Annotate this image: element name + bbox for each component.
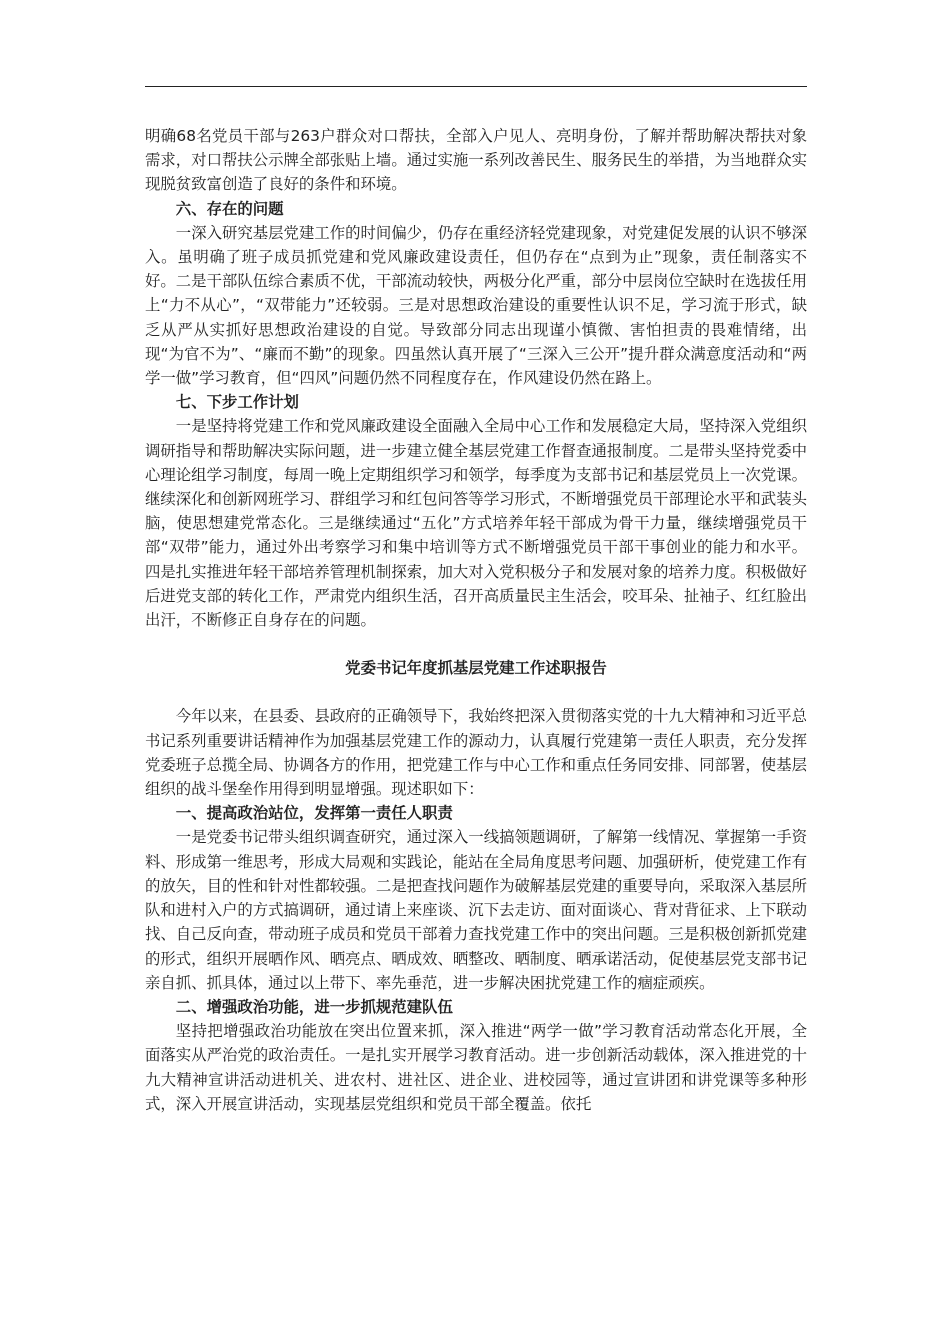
paragraph: 一是党委书记带头组织调查研究，通过深入一线搞领题调研，了解第一线情况、掌握第一手资料、形成第一维思考，形成大局观和实践论，能站在全局角度思考问题、加强研析，使党建工作有的放矢，目的性和针对性都较强。二是把查找问题作为破解基层党建的重要导向，采取深入基层所队和进村入户的方式搞调研，通过请上来座谈、沉下去走访、面对面谈心、背对背征求、上下联动找、自己反向查，带动班子成员和党员干部着力查找党建工作中的突出问题。三是积极创新抓党建的形式，组织开展晒作风、晒亮点、晒成效、晒整改、晒制度、晒承诺活动，促使基层党支部书记亲自抓、抓具体，通过以上带下、率先垂范，进一步解决困扰党建工作的痼症顽疾。 — [145, 828, 807, 992]
paragraph: 明确68名党员干部与263户群众对口帮扶，全部入户见人、亮明身份，了解并帮助解决帮扶对象需求，对口帮扶公示牌全部张贴上墙。通过实施一系列改善民生、服务民生的举措，为当地群众实现脱贫致富创造了良好的条件和环境。 — [145, 127, 807, 194]
paragraph: 今年以来，在县委、县政府的正确领导下，我始终把深入贯彻落实党的十九大精神和习近平总书记系列重要讲话精神作为加强基层党建工作的源动力，认真履行党建第一责任人职责，充分发挥党委班子总揽全局、协调各方的作用，把党建工作与中心工作和重点任务同安排、同部署，使基层组织的战斗堡垒作用得到明显增强。现述职如下： — [145, 707, 807, 799]
paragraph: 坚持把增强政治功能放在突出位置来抓，深入推进“两学一做”学习教育活动常态化开展，全面落实从严治党的政治责任。一是扎实开展学习教育活动。进一步创新活动载体，深入推进党的十九大精神宣讲活动进机关、进农村、进社区、进企业、进校园等，通过宣讲团和讲党课等多种形式，深入开展宣讲活动，实现基层党组织和党员干部全覆盖。依托 — [145, 1022, 807, 1113]
header-rule — [145, 86, 807, 87]
section-heading: 六、存在的问题 — [175, 199, 284, 218]
paragraph: 一是坚持将党建工作和党风廉政建设全面融入全局中心工作和发展稳定大局，坚持深入党组织调研指导和帮助解决实际问题，进一步建立健全基层党建工作督查通报制度。二是带头坚持党委中心理论组学习制度，每周一晚上定期组织学习和领学，每季度为支部书记和基层党员上一次党课。继续深化和创新网班学习、群组学习和红包问答等学习形式，不断增强党员干部理论水平和武装头脑，使思想建党常态化。三是继续通过“五化”方式培养年轻干部成为骨干力量，继续增强党员干部“双带”能力，通过外出考察学习和集中培训等方式不断增强党员干部干事创业的能力和水平。四是扎实推进年轻干部培养管理机制探索，加大对入党积极分子和发展对象的培养力度。积极做好后进党支部的转化工作，严肃党内组织生活，召开高质量民主生活会，咬耳朵、扯袖子、红红脸出出汗，不断修正自身存在的问题。 — [145, 417, 807, 630]
section-heading: 二、增强政治功能，进一步抓规范建队伍 — [175, 997, 453, 1016]
report-title: 党委书记年度抓基层党建工作述职报告 — [345, 659, 607, 678]
document-body — [145, 124, 807, 1116]
section-heading: 一、提高政治站位，发挥第一责任人职责 — [175, 804, 453, 823]
paragraph: 一深入研究基层党建工作的时间偏少，仍存在重经济轻党建现象，对党建促发展的认识不够深入。虽明确了班子成员抓党建和党风廉政建设责任，但仍存在“点到为止”现象，责任制落实不好。二是干部队伍综合素质不优，干部流动较快，两极分化严重，部分中层岗位空缺时在选拔任用上“力不从心”，“双带能力”还较弱。三是对思想政治建设的重要性认识不足，学习流于形式，缺乏从严从实抓好思想政治建设的自觉。导致部分同志出现谨小慎微、害怕担责的畏难情绪，出现“为官不为”、“廉而不勤”的现象。四虽然认真开展了“三深入三公开”提升群众满意度活动和“两学一做”学习教育，但“四风”问题仍然不同程度存在，作风建设仍然在路上。 — [145, 223, 807, 388]
section-heading: 七、下步工作计划 — [175, 393, 299, 412]
